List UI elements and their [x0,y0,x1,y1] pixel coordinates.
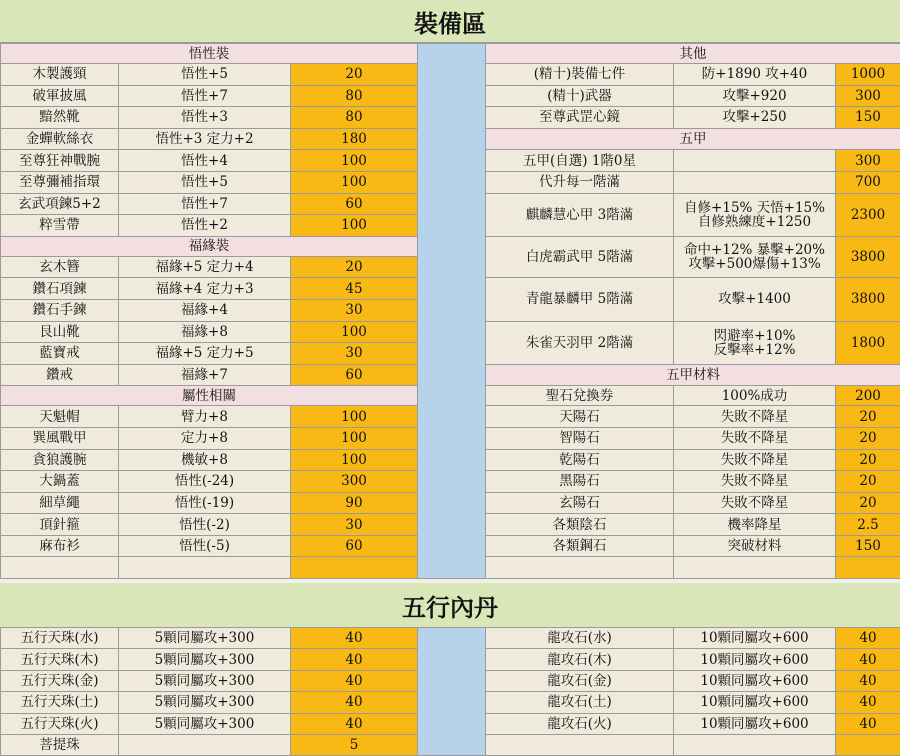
armor-price: 300 [836,150,900,172]
item-price: 45 [291,278,418,300]
stone-name [486,734,674,755]
item-stats: 悟性(-5) [119,535,291,557]
item-price: 20 [836,449,900,471]
item-price: 180 [291,128,418,150]
armor-price: 700 [836,171,900,193]
item-price: 100 [291,427,418,449]
section-header: 屬性相關 [1,386,418,406]
item-stats: 悟性+2 [119,215,291,237]
item-price: 60 [291,364,418,386]
bead-price: 40 [291,713,418,734]
armor-price: 1800 [836,321,900,364]
stone-effect: 10顆同屬攻+600 [674,670,836,691]
armor-name: 青龍暴麟甲 5階滿 [486,278,674,321]
section-header: 福緣裝 [1,236,418,256]
armor-effect-line: 自修+15% 天悟+15% [684,199,825,216]
item-price: 300 [291,471,418,493]
neidan-table [0,627,900,756]
armor-price: 3800 [836,236,900,278]
armor-price: 3800 [836,278,900,321]
bead-price: 40 [291,649,418,670]
item-price: 150 [836,535,900,557]
neidan-row [1,628,900,649]
dan-title-text: 五行內丹 [402,592,498,622]
armor-effect-line: 命中+12% 暴擊+20% [684,242,825,259]
item-stats: 臂力+8 [119,406,291,428]
stone-name: 龍攻石(金) [486,670,674,691]
item-name: 玄木簪 [1,256,119,278]
item-price: 100 [291,150,418,172]
bead-price: 40 [291,692,418,713]
dan-section-title [0,583,900,628]
item-stats: 悟性(-2) [119,514,291,536]
equip-row [1,44,900,64]
stone-price: 40 [836,713,900,734]
armor-effects [674,150,836,172]
bead-name: 五行天珠(火) [1,713,119,734]
item-stats: 定力+8 [119,427,291,449]
stone-price: 40 [836,670,900,691]
item-name: 天魁帽 [1,406,119,428]
item-name: 乾陽石 [486,449,674,471]
item-price: 100 [291,321,418,343]
armor-effects [674,321,836,364]
item-price: 60 [291,193,418,215]
item-name: 至尊武罡心鏡 [486,107,674,129]
stone-price [836,734,900,755]
bead-price: 40 [291,628,418,649]
item-name: 貪狼護腕 [1,449,119,471]
item-name: 巽風戰甲 [1,427,119,449]
bead-name: 五行天珠(木) [1,649,119,670]
item-name: 玄陽石 [486,492,674,514]
item-price: 80 [291,85,418,107]
item-stats: 悟性+3 [119,107,291,129]
item-price: 150 [836,107,900,129]
armor-name: 白虎霸武甲 5階滿 [486,236,674,278]
bead-effect: 5顆同屬攻+300 [119,670,291,691]
stone-effect: 10顆同屬攻+600 [674,649,836,670]
equipment-table [0,43,900,579]
armor-effects [674,171,836,193]
item-price: 20 [291,64,418,86]
item-name: 藍寶戒 [1,343,119,365]
armor-effect-line: 閃避率+10% [713,327,796,344]
item-price: 30 [291,514,418,536]
equip-section-title [0,0,900,43]
item-stats: 100%成功 [674,386,836,406]
item-stats: 攻擊+920 [674,85,836,107]
empty-cell [1,557,119,579]
armor-effect-line: 自修熟練度+1250 [697,213,812,230]
section-header: 五甲材料 [486,364,900,386]
item-price: 20 [836,427,900,449]
bead-name: 五行天珠(水) [1,628,119,649]
bead-name: 五行天珠(金) [1,670,119,691]
section-header: 五甲 [486,128,900,150]
item-name: 智陽石 [486,427,674,449]
section-header: 其他 [486,44,900,64]
bead-name: 五行天珠(土) [1,692,119,713]
bead-name: 菩提珠 [1,734,119,755]
item-stats: 失敗不降星 [674,427,836,449]
item-price: 20 [291,256,418,278]
divider-column [418,44,486,579]
section-header: 悟性裝 [1,44,418,64]
item-price: 200 [836,386,900,406]
item-name: 各類陰石 [486,514,674,536]
item-stats: 福緣+4 [119,299,291,321]
item-price: 100 [291,449,418,471]
item-stats: 悟性+3 定力+2 [119,128,291,150]
armor-effect-line: 攻擊+500爆傷+13% [688,256,821,273]
item-name: 鑽戒 [1,364,119,386]
item-name: 細草繩 [1,492,119,514]
stone-price: 40 [836,649,900,670]
item-stats: 攻擊+250 [674,107,836,129]
empty-cell [119,557,291,579]
item-name: 艮山靴 [1,321,119,343]
stone-name: 龍攻石(水) [486,628,674,649]
item-name: 鑽石手鍊 [1,299,119,321]
stone-price: 40 [836,628,900,649]
item-price: 60 [291,535,418,557]
item-price: 1000 [836,64,900,86]
bead-effect: 5顆同屬攻+300 [119,649,291,670]
armor-effect-line: 反擊率+12% [713,341,796,358]
item-stats: 福緣+5 定力+4 [119,256,291,278]
item-price: 20 [836,471,900,493]
item-stats: 悟性+7 [119,193,291,215]
stone-name: 龍攻石(土) [486,692,674,713]
bead-price: 40 [291,670,418,691]
item-price: 20 [836,406,900,428]
item-stats: 悟性(-19) [119,492,291,514]
stone-effect: 10顆同屬攻+600 [674,628,836,649]
armor-effects [674,278,836,321]
item-name: 大鍋蓋 [1,471,119,493]
item-price: 30 [291,343,418,365]
item-name: (精十)武器 [486,85,674,107]
item-price: 20 [836,492,900,514]
item-name: 天陽石 [486,406,674,428]
item-price: 100 [291,406,418,428]
bead-effect: 5顆同屬攻+300 [119,692,291,713]
item-stats: 福緣+8 [119,321,291,343]
item-name: 至尊彌補指環 [1,171,119,193]
divider-column [418,628,486,756]
item-name: 粹雪帶 [1,215,119,237]
stone-name: 龍攻石(火) [486,713,674,734]
item-stats: 失敗不降星 [674,492,836,514]
bead-price: 5 [291,734,418,755]
item-name: 木製護頸 [1,64,119,86]
armor-effects [674,193,836,236]
item-name: 各類鋼石 [486,535,674,557]
item-stats: 福緣+4 定力+3 [119,278,291,300]
item-name: (精十)裝備七件 [486,64,674,86]
bead-effect: 5顆同屬攻+300 [119,713,291,734]
stone-effect: 10顆同屬攻+600 [674,692,836,713]
item-stats: 失敗不降星 [674,406,836,428]
item-name: 麻布衫 [1,535,119,557]
item-name: 破軍披風 [1,85,119,107]
bead-effect: 5顆同屬攻+300 [119,628,291,649]
empty-cell [291,557,418,579]
item-stats: 突破材料 [674,535,836,557]
item-stats: 悟性+4 [119,150,291,172]
item-price: 100 [291,171,418,193]
item-name: 黯然靴 [1,107,119,129]
item-price: 100 [291,215,418,237]
stone-name: 龍攻石(木) [486,649,674,670]
item-price: 90 [291,492,418,514]
stone-price: 40 [836,692,900,713]
armor-price: 2300 [836,193,900,236]
item-name: 黑陽石 [486,471,674,493]
armor-name: 朱雀天羽甲 2階滿 [486,321,674,364]
item-stats: 失敗不降星 [674,449,836,471]
empty-cell [486,557,674,579]
item-stats: 悟性(-24) [119,471,291,493]
item-stats: 福緣+7 [119,364,291,386]
item-stats: 失敗不降星 [674,471,836,493]
item-price: 30 [291,299,418,321]
armor-name: 代升每一階滿 [486,171,674,193]
item-name: 鑽石項鍊 [1,278,119,300]
item-price: 2.5 [836,514,900,536]
item-price: 80 [291,107,418,129]
item-stats: 機敏+8 [119,449,291,471]
empty-cell [836,557,900,579]
armor-effect-line: 攻擊+1400 [718,291,791,308]
item-stats: 福緣+5 定力+5 [119,343,291,365]
item-name: 聖石兌換券 [486,386,674,406]
armor-effects [674,236,836,278]
bead-effect [119,734,291,755]
item-stats: 悟性+7 [119,85,291,107]
armor-name: 五甲(自選) 1階0星 [486,150,674,172]
item-stats: 悟性+5 [119,64,291,86]
item-price: 300 [836,85,900,107]
item-stats: 防+1890 攻+40 [674,64,836,86]
stone-effect [674,734,836,755]
equip-title-text: 裝備區 [414,8,486,38]
item-name: 金蟬軟絲衣 [1,128,119,150]
empty-cell [674,557,836,579]
item-name: 頂針箍 [1,514,119,536]
item-stats: 機率降星 [674,514,836,536]
item-stats: 悟性+5 [119,171,291,193]
item-name: 玄武項鍊5+2 [1,193,119,215]
item-name: 至尊狂神戰腕 [1,150,119,172]
armor-name: 麒麟慧心甲 3階滿 [486,193,674,236]
stone-effect: 10顆同屬攻+600 [674,713,836,734]
